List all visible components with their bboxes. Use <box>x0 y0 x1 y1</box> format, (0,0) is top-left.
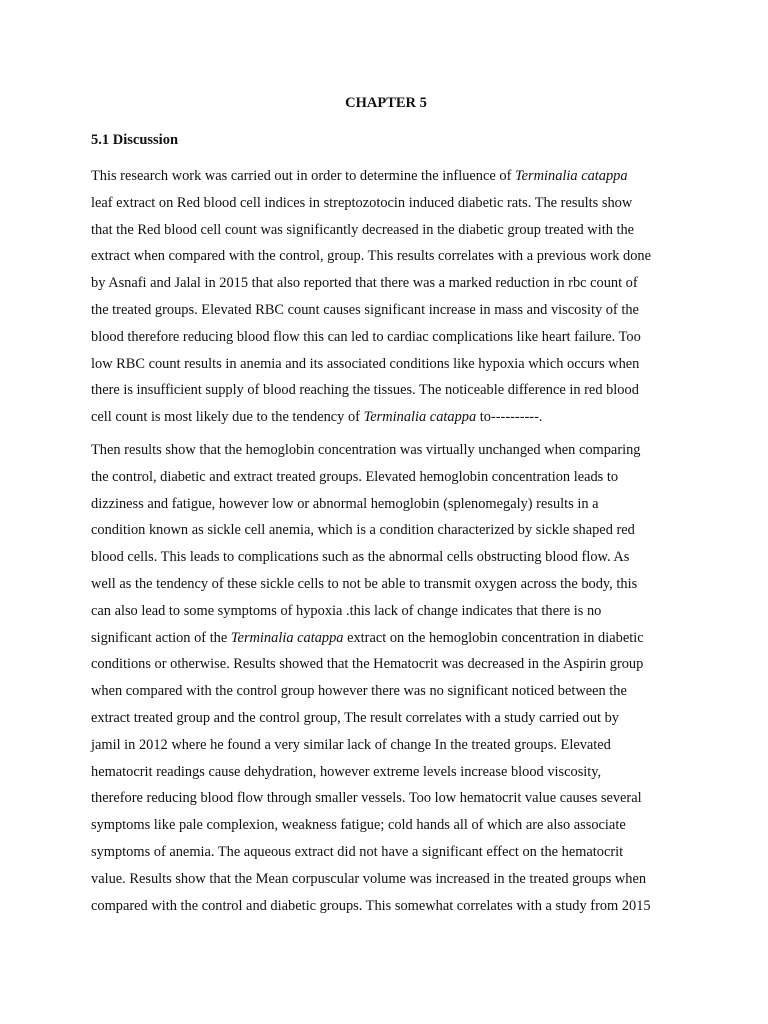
text-run: hematocrit readings cause dehydration, however extreme levels increase blood viscosity, <box>91 763 602 780</box>
text-run: the control, diabetic and extract treated groups. Elevated hemoglobin concentration leads to <box>91 468 619 485</box>
text-line <box>91 705 681 732</box>
text-run: well as the tendency of these sickle cells to not be able to transmit oxygen across the body, this <box>91 575 638 592</box>
text-run: compared with the control and diabetic groups. This somewhat correlates with a study from 2015 <box>91 897 651 914</box>
text-line <box>91 598 681 625</box>
species-name: Terminalia catappa <box>514 168 628 184</box>
text-line <box>91 571 681 598</box>
text-run: the treated groups. Elevated RBC count causes significant increase in mass and viscosity of the <box>91 301 639 318</box>
paragraph <box>91 163 681 431</box>
text-run: by Asnafi and Jalal in 2015 that also reported that there was a marked reduction in rbc count of <box>91 275 638 292</box>
text-run: extract on the hemoglobin concentration in diabetic <box>343 629 644 646</box>
text-run: symptoms like pale complexion, weakness fatigue; cold hands all of which are also associate <box>91 817 626 834</box>
text-run: therefore reducing blood flow through smaller vessels. Too low hematocrit value causes several <box>91 790 642 807</box>
text-run: conditions or otherwise. Results showed that the Hematocrit was decreased in the Aspirin group <box>91 656 644 673</box>
text-line <box>91 297 681 324</box>
text-run: This research work was carried out in order to determine the influence of <box>91 168 515 184</box>
text-line <box>91 351 681 378</box>
text-line <box>91 651 681 678</box>
text-run: blood cells. This leads to complications such as the abnormal cells obstructing blood flow. As <box>91 549 630 566</box>
text-line <box>91 625 681 652</box>
discussion-body <box>91 163 681 919</box>
text-run: blood therefore reducing blood flow this can led to cardiac complications like heart failure. Too <box>91 328 641 345</box>
text-line <box>91 464 681 491</box>
text-run: condition known as sickle cell anemia, which is a condition characterized by sickle shaped red <box>91 522 635 539</box>
text-line <box>91 839 681 866</box>
text-line <box>91 163 681 190</box>
text-run: significant action of the <box>91 629 231 646</box>
text-line <box>91 812 681 839</box>
text-run: extract when compared with the control, group. This results correlates with a previous work done <box>91 248 652 265</box>
text-line <box>91 893 681 920</box>
species-name: Terminalia catappa <box>230 629 344 646</box>
text-run: leaf extract on Red blood cell indices in streptozotocin induced diabetic rats. The results show <box>91 194 633 211</box>
chapter-title: CHAPTER 5 <box>345 95 427 111</box>
text-run: can also lead to some symptoms of hypoxia .this lack of change indicates that there is no <box>91 602 602 619</box>
text-run: dizziness and fatigue, however low or abnormal hemoglobin (splenomegaly) results in a <box>91 495 599 512</box>
species-name: Terminalia catappa <box>363 409 477 426</box>
paragraph <box>91 437 681 919</box>
text-line <box>91 866 681 893</box>
text-line <box>91 544 681 571</box>
text-line <box>91 678 681 705</box>
text-run: that the Red blood cell count was significantly decreased in the diabetic group treated with the <box>91 221 635 238</box>
text-line <box>91 759 681 786</box>
text-line <box>91 190 681 217</box>
text-line <box>91 785 681 812</box>
page-content <box>91 94 681 925</box>
text-run: cell count is most likely due to the tendency of <box>91 409 364 426</box>
text-run: Then results show that the hemoglobin concentration was virtually unchanged when comparing <box>91 441 641 458</box>
text-line <box>91 437 681 464</box>
text-run: jamil in 2012 where he found a very similar lack of change In the treated groups. Elevated <box>91 736 611 753</box>
text-line <box>91 732 681 759</box>
text-run: low RBC count results in anemia and its associated conditions like hypoxia which occurs when <box>91 355 640 372</box>
text-run: extract treated group and the control group, The result correlates with a study carried out by <box>91 709 620 726</box>
text-line <box>91 243 681 270</box>
text-run: value. Results show that the Mean corpuscular volume was increased in the treated groups when <box>91 870 647 887</box>
text-run: to----------. <box>476 409 543 426</box>
text-run: when compared with the control group however there was no significant noticed between the <box>91 683 627 700</box>
text-line <box>91 517 681 544</box>
text-line <box>91 491 681 518</box>
text-run: there is insufficient supply of blood reaching the tissues. The noticeable difference in red blood <box>91 382 639 399</box>
text-line <box>91 270 681 297</box>
section-heading: 5.1 Discussion <box>91 132 179 148</box>
text-line <box>91 377 681 404</box>
text-line <box>91 404 681 431</box>
text-run: symptoms of anemia. The aqueous extract did not have a significant effect on the hematocrit <box>91 843 624 860</box>
text-line <box>91 217 681 244</box>
text-line <box>91 324 681 351</box>
